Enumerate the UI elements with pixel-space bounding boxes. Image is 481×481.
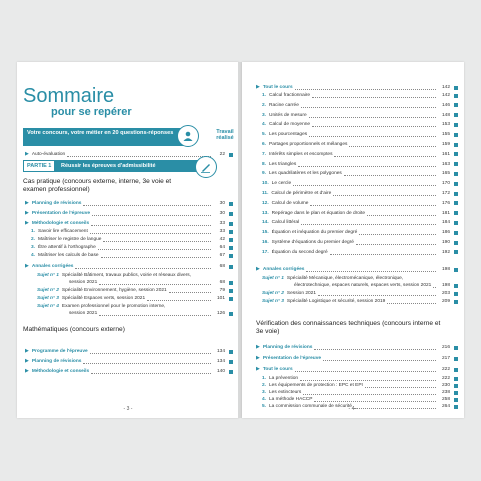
checkbox[interactable] bbox=[454, 241, 458, 245]
checkbox[interactable] bbox=[454, 143, 458, 147]
checkbox[interactable] bbox=[454, 94, 458, 98]
section-verification: Vérification des connaissances techniques (concours interne et 3e voie) bbox=[256, 320, 441, 335]
checkbox[interactable] bbox=[229, 230, 233, 234]
toc-subrow[interactable]: 3. Les extincteurs 238 bbox=[262, 389, 458, 396]
toc-subrow[interactable]: 12. Calcul de volume 176 bbox=[262, 200, 458, 207]
checkbox[interactable] bbox=[454, 123, 458, 127]
checkbox[interactable] bbox=[454, 231, 458, 235]
checkbox[interactable] bbox=[454, 172, 458, 176]
column-header-done: Travail réalisé bbox=[216, 129, 234, 141]
checkbox[interactable] bbox=[229, 289, 233, 293]
toc-subrow[interactable]: 6. Partages proportionnels et mélanges 159 bbox=[262, 141, 458, 148]
toc-subrow[interactable]: 5. Les pourcentages 155 bbox=[262, 131, 458, 138]
checkbox[interactable] bbox=[229, 246, 233, 250]
toc-subrow[interactable]: 7. Intérêts simples et escomptes 161 bbox=[262, 151, 458, 158]
toc-row-tout-le-cours[interactable]: ▶ Tout le cours 222 bbox=[256, 366, 458, 373]
checkbox[interactable] bbox=[454, 221, 458, 225]
toc-subject[interactable]: Sujet n° 1 Spécialité Bâtiment, travaux publics, voirie et réseaux divers, bbox=[37, 273, 191, 278]
toc-subject[interactable]: Sujet n° 4 Examen professionnel pour le promotion interne, bbox=[37, 304, 166, 309]
arrow-icon: ▶ bbox=[25, 210, 29, 216]
checkbox[interactable] bbox=[229, 212, 233, 216]
person-icon bbox=[177, 125, 199, 147]
checkbox[interactable] bbox=[454, 133, 458, 137]
toc-row[interactable]: ▶ Méthodologie et conseils 33 bbox=[25, 220, 233, 227]
checkbox[interactable] bbox=[229, 265, 233, 269]
checkbox[interactable] bbox=[454, 192, 458, 196]
toc-subject[interactable]: Sujet n° 3 Spécialité Espaces verts, session 2021 101 bbox=[37, 295, 233, 302]
part-title: Réussir les épreuves d'admissibilité bbox=[61, 163, 156, 169]
arrow-icon: ▶ bbox=[25, 368, 29, 374]
checkbox[interactable] bbox=[454, 152, 458, 156]
toc-subrow[interactable]: 2. Maîtriser le registre de langue 42 bbox=[31, 236, 233, 243]
toc-subrow[interactable]: 2. Les équipements de protection : EPC et EPI 230 bbox=[262, 382, 458, 389]
checkbox[interactable] bbox=[454, 250, 458, 254]
toc-subrow[interactable]: 11. Calcul de périmètre et d'aire 172 bbox=[262, 190, 458, 197]
checkbox[interactable] bbox=[229, 370, 233, 374]
banner-text: Votre concours, votre métier en 20 questions-réponses bbox=[27, 130, 174, 136]
checkbox[interactable] bbox=[229, 297, 233, 301]
checkbox[interactable] bbox=[229, 153, 233, 157]
toc-row[interactable]: ▶ Programme de l'épreuve 134 bbox=[25, 348, 233, 355]
toc-subject[interactable]: Sujet n° 3 Spécialité Logistique et sécurité, session 2019 209 bbox=[262, 298, 458, 305]
toc-subrow[interactable]: 14. Calcul littéral 184 bbox=[262, 219, 458, 226]
toc-subrow[interactable]: 9. Les quadrilatères et les polygones 165 bbox=[262, 170, 458, 177]
right-page bbox=[242, 62, 464, 418]
toc-row[interactable]: ▶ Planning de révisions 134 bbox=[25, 358, 233, 365]
toc-subrow[interactable]: 1. Savoir lire efficacement 33 bbox=[31, 228, 233, 235]
arrow-icon: ▶ bbox=[25, 151, 29, 157]
toc-subrow[interactable]: 16. Système d'équations du premier degré 190 bbox=[262, 239, 458, 246]
toc-subject[interactable]: Sujet n° 1 Spécialité Mécanique, électromécanique, électronique, bbox=[262, 276, 404, 281]
section-maths: Mathématiques (concours externe) bbox=[23, 326, 125, 333]
arrow-icon: ▶ bbox=[25, 220, 29, 226]
toc-row-annales[interactable]: ▶ Annales corrigées 68 bbox=[25, 263, 233, 270]
toc-row[interactable]: ▶ Méthodologie et conseils 140 bbox=[25, 368, 233, 375]
toc-subrow[interactable]: 4. Maîtriser les calculs de base 67 bbox=[31, 252, 233, 259]
checkbox[interactable] bbox=[454, 284, 458, 288]
toc-subject-cont[interactable]: session 2021 68 bbox=[69, 279, 233, 286]
arrow-icon: ▶ bbox=[256, 344, 260, 350]
checkbox[interactable] bbox=[454, 384, 458, 388]
checkbox[interactable] bbox=[454, 182, 458, 186]
checkbox[interactable] bbox=[454, 300, 458, 304]
toc-subrow[interactable]: 3. Unités de mesure 148 bbox=[262, 112, 458, 119]
part-banner bbox=[23, 160, 207, 172]
checkbox[interactable] bbox=[454, 201, 458, 205]
checkbox[interactable] bbox=[454, 346, 458, 350]
part-tag: PARTIE 1 bbox=[23, 160, 55, 172]
arrow-icon: ▶ bbox=[256, 84, 260, 90]
section-cas-pratique: Cas pratique (concours externe, interne, 3e voie et examen professionnel) bbox=[23, 178, 172, 193]
toc-subrow[interactable]: 4. La méthode HACCP 258 bbox=[262, 396, 458, 403]
toc-row-annales[interactable]: ▶ Annales corrigées 198 bbox=[256, 266, 458, 273]
toc-row-auto-eval[interactable]: ▶ Auto-évaluation 22 bbox=[25, 151, 233, 158]
toc-subject-cont[interactable]: électrotechnique, espaces naturels, espaces verts, session 2021 198 bbox=[294, 282, 458, 289]
toc-subject[interactable]: Sujet n° 2 Session 2021 203 bbox=[262, 290, 458, 297]
toc-subject-cont[interactable]: session 2021 126 bbox=[69, 310, 233, 317]
checkbox[interactable] bbox=[454, 391, 458, 395]
banner-questions bbox=[23, 128, 193, 146]
arrow-icon: ▶ bbox=[25, 200, 29, 206]
checkbox[interactable] bbox=[454, 377, 458, 381]
toc-subrow[interactable]: 10. Le cercle 170 bbox=[262, 180, 458, 187]
arrow-icon: ▶ bbox=[256, 355, 260, 361]
page-number: - 3 - bbox=[123, 406, 133, 412]
checkbox[interactable] bbox=[229, 312, 233, 316]
page-number: - 4 - bbox=[348, 406, 358, 412]
checkbox[interactable] bbox=[454, 162, 458, 166]
arrow-icon: ▶ bbox=[25, 263, 29, 269]
checkbox[interactable] bbox=[454, 211, 458, 215]
checkbox[interactable] bbox=[229, 238, 233, 242]
pen-icon bbox=[195, 156, 217, 178]
toc-subject[interactable]: Sujet n° 2 Spécialité Environnement, hygiène, session 2021 79 bbox=[37, 287, 233, 294]
toc-subrow[interactable]: 5. La commission communale de sécurité 264 bbox=[262, 403, 458, 410]
toc-subrow[interactable]: 2. Racine carrée 146 bbox=[262, 102, 458, 109]
checkbox[interactable] bbox=[454, 357, 458, 361]
page-title: Sommaire bbox=[23, 85, 115, 107]
toc-subrow[interactable]: 1. Calcul fractionnaire 142 bbox=[262, 92, 458, 99]
left-page bbox=[17, 62, 239, 418]
toc-subrow[interactable]: 3. Être attentif à l'orthographe 64 bbox=[31, 244, 233, 251]
arrow-icon: ▶ bbox=[25, 358, 29, 364]
toc-subrow[interactable]: 4. Calcul de moyenne 153 bbox=[262, 121, 458, 128]
checkbox[interactable] bbox=[454, 113, 458, 117]
toc-subrow[interactable]: 15. Équation et inéquation du premier degré 186 bbox=[262, 229, 458, 236]
toc-subrow[interactable]: 1. La prévention 222 bbox=[262, 375, 458, 382]
arrow-icon: ▶ bbox=[25, 348, 29, 354]
checkbox[interactable] bbox=[229, 350, 233, 354]
toc-row[interactable]: ▶ Planning de révisions 30 bbox=[25, 200, 233, 207]
toc-row[interactable]: ▶ Présentation de l'épreuve 30 bbox=[25, 210, 233, 217]
arrow-icon: ▶ bbox=[256, 366, 260, 372]
checkbox[interactable] bbox=[454, 86, 458, 90]
checkbox[interactable] bbox=[229, 281, 233, 285]
checkbox[interactable] bbox=[454, 268, 458, 272]
arrow-icon: ▶ bbox=[256, 266, 260, 272]
toc-subrow[interactable]: 13. Repérage dans le plan et équation de droite 181 bbox=[262, 210, 458, 217]
checkbox[interactable] bbox=[454, 398, 458, 402]
checkbox[interactable] bbox=[454, 368, 458, 372]
page-subtitle: pour se repérer bbox=[51, 106, 132, 118]
toc-row-tout-le-cours[interactable]: ▶ Tout le cours 142 bbox=[256, 84, 458, 91]
checkbox[interactable] bbox=[229, 360, 233, 364]
checkbox[interactable] bbox=[229, 202, 233, 206]
toc-row[interactable]: ▶ Planning de révisions 216 bbox=[256, 344, 458, 351]
toc-row[interactable]: ▶ Présentation de l'épreuve 217 bbox=[256, 355, 458, 362]
checkbox[interactable] bbox=[454, 103, 458, 107]
toc-subrow[interactable]: 17. Équation du second degré 192 bbox=[262, 249, 458, 256]
checkbox[interactable] bbox=[229, 222, 233, 226]
checkbox[interactable] bbox=[229, 254, 233, 258]
checkbox[interactable] bbox=[454, 292, 458, 296]
toc-subrow[interactable]: 8. Les triangles 163 bbox=[262, 161, 458, 168]
